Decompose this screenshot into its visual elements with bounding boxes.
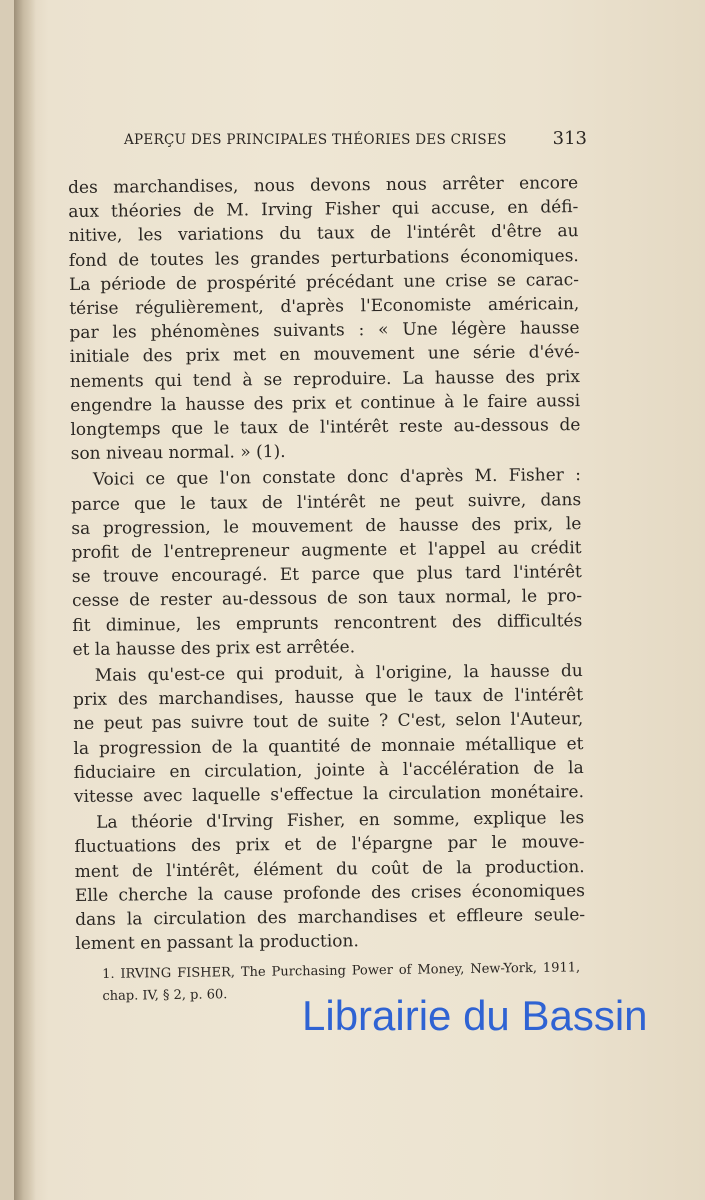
- paragraph-2: [71, 464, 583, 663]
- text-line: des marchandises, nous devons nous arrêter encore: [68, 173, 579, 198]
- text-line: nitive, les variations du taux de l'intérêt d'être au: [68, 221, 579, 247]
- text-line: térise régulièrement, d'après l'Economiste américain,: [69, 294, 580, 320]
- text-line: la progression de la quantité de monnaie métallique et: [73, 733, 584, 759]
- text-line: prix des marchandises, hausse que le taux de l'intérêt: [72, 685, 584, 711]
- text-line: fluctuations des prix et de l'épargne par le mouve-: [74, 832, 585, 858]
- text-line: Mais qu'est-ce qui produit, à l'origine, la hausse du: [94, 661, 583, 686]
- text-line: sa progression, le mouvement de hausse des prix, le: [71, 513, 582, 539]
- running-header: [124, 128, 589, 154]
- text-line: cesse de rester au-dessous de son taux normal, le pro-: [71, 586, 583, 612]
- text-line: fit diminue, les emprunts rencontrent des difficultés: [72, 610, 583, 636]
- text-line: dans la circulation des marchandises et effleure seule-: [75, 905, 586, 931]
- text-line: Elle cherche la cause profonde des crises économiques: [74, 880, 585, 906]
- footnote-line-1: 1. IRVING FISHER, The Purchasing Power of Money, New-York, 1911,: [102, 960, 581, 982]
- text-line: engendre la hausse des prix et continue à le faire aussi: [70, 390, 581, 416]
- text-line: et la hausse des prix est arrêtée.: [72, 637, 356, 660]
- text-line: ment de l'intérêt, élément du coût de la production.: [74, 856, 585, 882]
- running-title: APERÇU DES PRINCIPALES THÉORIES DES CRISES: [124, 132, 507, 148]
- text-line: par les phénomènes suivants : « Une légère hausse: [69, 318, 580, 344]
- paragraph-4: [74, 806, 585, 956]
- text-line: nements qui tend à se reproduire. La hausse des prix: [69, 366, 581, 392]
- text-line: son niveau normal. » (1).: [70, 442, 286, 465]
- text-line: vitesse avec laquelle s'effectue la circulation monétaire.: [73, 782, 585, 808]
- text-line: initiale des prix met en mouvement une série d'évé-: [69, 342, 580, 368]
- text-line: La théorie d'Irving Fisher, en somme, explique les: [96, 808, 585, 834]
- page-gutter-shadow: [14, 0, 36, 1200]
- paragraph-1: [68, 171, 581, 466]
- text-line: fiduciaire en circulation, jointe à l'accélération de la: [73, 757, 584, 783]
- watermark: Librairie du Bassin: [302, 992, 648, 1039]
- footnote-line-2: chap. IV, § 2, p. 60.: [102, 987, 228, 1004]
- text-line: profit de l'entrepreneur augmente et l'appel au crédit: [71, 538, 582, 564]
- body-text: [68, 171, 585, 956]
- text-line: Voici ce que l'on constate donc d'après M. Fisher :: [92, 465, 581, 491]
- page-number: 313: [552, 128, 587, 149]
- text-line: aux théories de M. Irving Fisher qui accuse, en défi-: [68, 197, 579, 223]
- text-line: La période de prospérité précédant une crise se carac-: [68, 269, 580, 295]
- text-line: longtemps que le taux de l'intérêt reste au-dessous de: [70, 415, 581, 441]
- text-line: fond de toutes les grandes perturbations économiques.: [68, 245, 579, 271]
- paragraph-3: [73, 659, 584, 809]
- text-line: se trouve encouragé. Et parce que plus tard l'intérêt: [71, 562, 582, 588]
- text-line: ne peut pas suivre tout de suite ? C'est, selon l'Auteur,: [73, 709, 584, 735]
- text-line: parce que le taux de l'intérêt ne peut suivre, dans: [71, 489, 582, 515]
- text-line: lement en passant la production.: [75, 931, 359, 955]
